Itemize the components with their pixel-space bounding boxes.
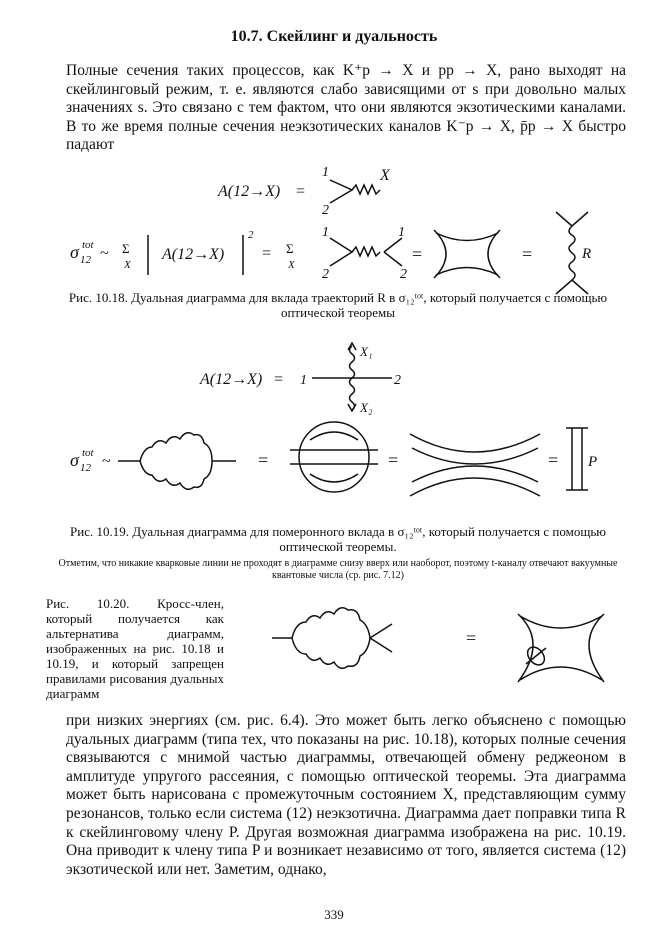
fig18-regge-wavy: [569, 226, 575, 280]
section-heading: 10.7. Скейлинг и дуальность: [230, 28, 438, 45]
fig18-resonance-zigzag: [352, 185, 380, 194]
fig19-pomeron: [566, 428, 588, 490]
fig19-cross-1: [410, 434, 540, 452]
fig19-label-1: 1: [300, 373, 307, 388]
fig18-sum-x-2: X: [288, 259, 295, 271]
fig18-eq-4: =: [522, 244, 533, 264]
fig18-eq-3: =: [412, 244, 423, 264]
fig20-line-out: [370, 624, 392, 652]
fig19-eq-1: =: [274, 371, 284, 388]
fig20-cross-right: [589, 614, 604, 682]
fig19-caption: Рис. 10.19. Дуальная диаграмма для померонного вклада в σ₁₂ᵗᵒᵗ, который получается с помощью оптической теоремы.: [70, 524, 606, 554]
fig18-sum-x-1: X: [124, 259, 131, 271]
fig19-label-2: 2: [394, 373, 401, 388]
fig18-caption: Рис. 10.18. Дуальная диаграмма для вклада траекторий R в σ₁₂ᵗᵒᵗ, который получается с помощью оптической теоремы: [68, 290, 608, 320]
fig18-dual-bottom: [436, 268, 498, 276]
fig19-eq-2: =: [258, 450, 269, 470]
fig18-label-x: X: [380, 167, 390, 184]
fig18-fwd-zigzag: [352, 247, 380, 256]
fig20-cross-top: [520, 616, 602, 628]
fig18-label-1a: 1: [322, 165, 329, 180]
fig18-sigma-tot: tot: [82, 239, 94, 251]
fig19-sigma-tot: tot: [82, 447, 94, 459]
fig18-sigma: σ: [70, 242, 79, 262]
fig18-amp-label: A(12→X): [218, 183, 281, 200]
paragraph-main: при низких энергиях (см. рис. 6.4). Это может быть легко объяснено с помощью дуальных диаграмм (типа тех, что показаны на рис. 10.18), которых полные сечения связываются с мнимой частью диаграммы, отвечающей обмену реджеоном в амплитуде упругого рассеяния, с помощью оптической теоремы. Эта диаграмма может быть нарисована с промежуточным состоянием X, представляющим сумму резонансов, только если система (12) неэкзотична. Диаграмма дает поправки типа R к скейлинговому члену P. Другая возможная диаграмма изображена на рис. 10.19. Она приводит к члену типа P и возникает независимо от того, является система (12) экзотической или нет. Заметим, однако,: [66, 712, 626, 878]
fig18-dual-top: [436, 233, 498, 241]
fig18-vertex-lines: [330, 180, 352, 203]
fig18-label-2b: 2: [322, 267, 329, 282]
fig19-loop-top: [140, 433, 212, 461]
fig19-cross-2: [410, 478, 540, 496]
fig19-tilde: ~: [102, 453, 111, 470]
fig19-label-x1: X₁: [360, 344, 373, 359]
fig18-amp2: A(12→X): [162, 246, 225, 263]
fig19-sigma: σ: [70, 450, 79, 470]
fig20-loop-top: [292, 608, 370, 638]
fig19-cross-4: [412, 466, 538, 482]
fig18-eq-1: =: [296, 183, 306, 200]
fig19-eq-4: =: [548, 450, 559, 470]
fig19-cross-3: [412, 448, 538, 464]
fig19-ring-lines: [290, 450, 378, 464]
fig18-square: 2: [248, 229, 254, 241]
fig18-fwd-right: [384, 238, 402, 266]
fig20-handle-line: [526, 648, 546, 664]
fig20-caption: Рис. 10.20. Кросс-член, который получается как альтернатива диаграмм, изображенных на рис. 10.18 и 10.19, и который запрещен правилами рисования дуальных диаграмм: [46, 596, 224, 701]
paragraph-intro: Полные сечения таких процессов, как K⁺p → X и pp → X, рано выходят на скейлинговый режим, т. е. являются слабо зависящими от s при довольно малых значениях s. Это связано с тем фактом, что они являются экзотическими каналами. В то же время полные сечения неэкзотических каналов K⁻p → X, p̄p → X быстро падают: [66, 62, 626, 154]
fig18-sigma-sub: 12: [80, 254, 91, 266]
fig19-amp-label: A(12→X): [200, 371, 263, 388]
fig18-tilde: ~: [100, 245, 109, 262]
fig19-sigma-sub: 12: [80, 462, 91, 474]
fig18-label-r: R: [582, 246, 592, 262]
fig19-eq-3: =: [388, 450, 399, 470]
fig18-label-1b: 1: [322, 225, 329, 240]
fig18-sum-1: Σ: [122, 241, 130, 256]
fig20-loop-bottom: [292, 638, 370, 668]
fig18-label-1c: 1: [398, 225, 405, 240]
fig18-fwd-left: [330, 238, 352, 266]
fig18-label-2a: 2: [322, 203, 329, 218]
fig19-loop-bottom: [140, 461, 212, 489]
fig19-label-x2: X₂: [360, 400, 373, 415]
fig18-eq-2: =: [262, 245, 272, 262]
fig19-note: Отметим, что никакие кварковые линии не проходят в диаграмме снизу вверх или наоборот, поэтому t-каналу отвечают вакуумные квантовые числа (ср. рис. 7.12): [58, 558, 618, 581]
fig20-cross-bottom: [520, 667, 602, 680]
fig19-ring-inner: [310, 432, 358, 482]
page-number: 339: [324, 907, 344, 922]
fig18-sum-2: Σ: [286, 241, 294, 256]
fig18-label-2c: 2: [400, 267, 407, 282]
fig20-eq: =: [466, 628, 477, 648]
fig19-label-p: P: [588, 454, 598, 470]
